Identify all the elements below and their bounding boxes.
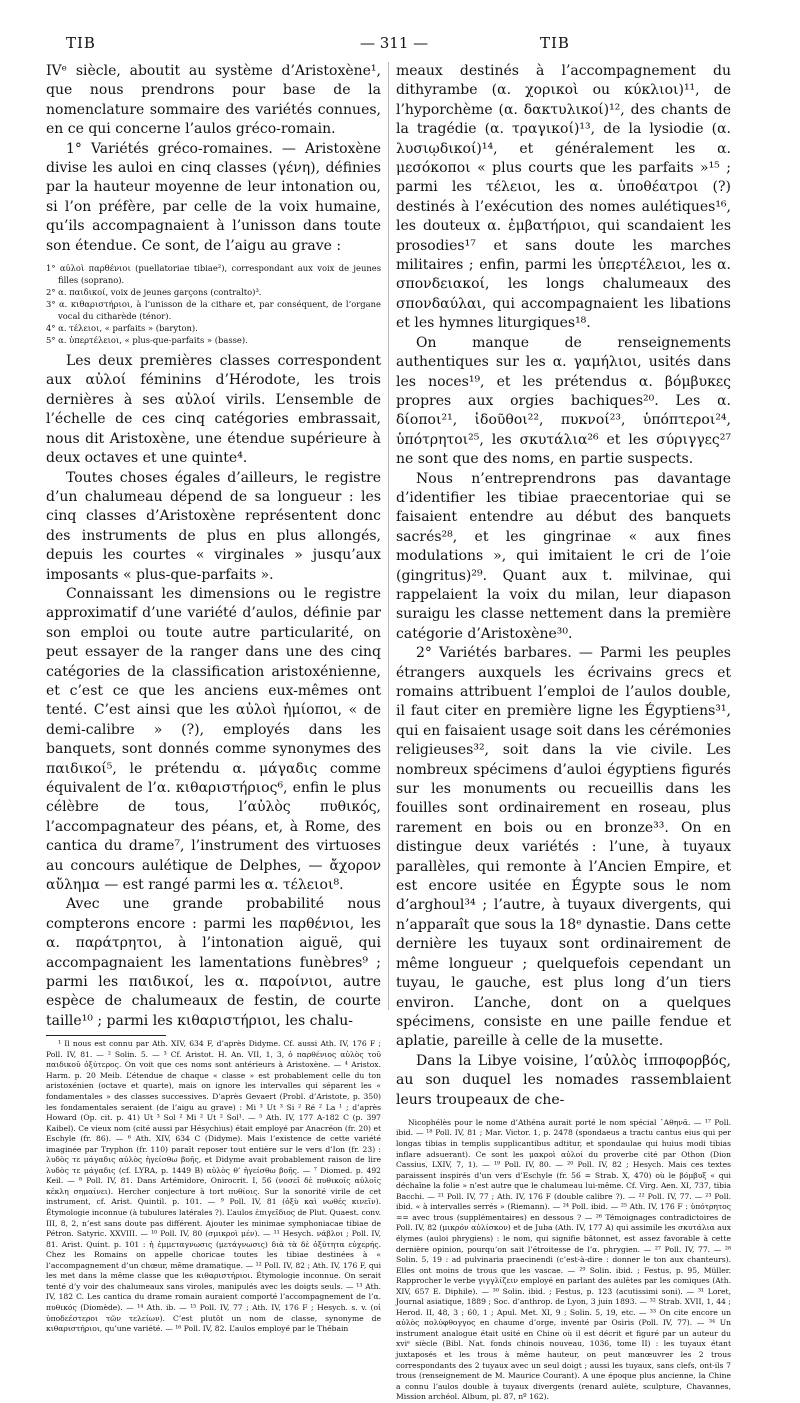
paragraph: Les deux premières classes correspondent aux αὐλοί féminins d’Hérodote, les trois dernières à ses αὐλοί virils. L’ensemble de l’échelle de ces cinq catégories embrassait, nous dit Aristoxène, une étendue supérieure à deux octaves et une quinte⁴. — [46, 353, 381, 467]
footnote-text: ¹ Il nous est connu par Ath. XIV, 634 F, d’après Didyme. Cf. aussi Ath. IV, 176 F ; Poll. IV, 81. — ² Solin. 5. — ³ Cf. Aristot. H. An. VII, 1, 3, ὁ παρθένιος αὐλὸς τοῦ παιδικοῦ ὀξύτερος. On voit que ces noms sont antérieurs à Aristoxène. — ⁴ Aristox. Harm. p. 20 Meib. L’étendue de chaque « classe » est probablement celle du ton aristoxénien (octave et quarte), mais on ignore les intervalles qui séparent les « fondamentales » des classes successives. D’après Gevaert (Probl. d’Aristote, p. 350) les fondamentales seraient (de l’aigu au grave) : Mi ³ Ut ³ Si ² Ré ² La ¹ ; d’après Howard (Op. cit. p. 41) Ut ³ Sol ² Mi ² Ut ² Sol¹. — ⁵ Ath. IV, 177 A-182 C (p. 397 Kaibel). Ce vieux nom (cité aussi par Hésychius) était employé par Anacréon (fr. 20) et Eschyle (fr. 86). — ⁶ Ath. XIV, 634 C (Didyme). Mais l’existence de cette variété imaginée par Tryphon (fr. 110) paraît reposer tout entière sur le vers d’Ion (fr. 23) : λυδὸς τε μάγαδις αὐλὸς ἡγείσθω βοῆς, et Didyme avait probablement raison de lire λυδὸς τε μάγαδις (cf. LYRA, p. 1449 B) αὐλὸς θ’ ἡγείσθω βοῆς. — ⁷ Diomed. p. 492 Keil. — ⁸ Poll. IV, 81. Dans Artémidore, Onirocrit. I, 56 (νοσεῖ δὲ πυθικοῖς αὐλοῖς κέκλη σημαίνει). Hercher conjecture à tort πυθίοις. Sur la sonorité virile de cet instrument, cf. Arist. Quintil. p. 101. — ⁹ Poll. IV, 81 (ὀξὺ καὶ νωθές κινεῖν). Étymologie inconnue (à tubulures latérales ?). L’aulos ἐπιγεῖδιος de Plut. Quaest. conv. III, 8, 2, n’est sans doute pas différent. Ajouter les minimae symphoniacae tibiae de Pétron. Satyric. XXVIII. — ¹⁰ Poll. IV, 80 (σμικροὶ μέν). — ¹¹ Hesych. νάβλοι ; Poll. IV, 81. Arist. Quint. p. 101 : ἡ ἐμμεταγνωσις (μετάγνωσις) διὰ τὰ δὲ ὀξύτητα εὐχερής. Chez les Romains on appelle choricae toutes les tibiae destinées à « l’accompagnement d’un chœur, même dramatique. — ¹² Poll. IV, 82 ; Ath. IV, 176 F, qui les met dans la même classe que les κιθαριστήριοι. Étymologie inconnue. On serait tenté d’y voir des chalumeaux sans viroles, manipulés avec les doigts seuls. — ¹³ Ath. IV, 182 C. Les cantica du drame romain auraient comporté l’accompagnement de l’α. πυθικός (Diomède). — ¹⁴ Ath. ib. — ¹⁵ Poll. IV, 77 ; Ath. IV, 176 F ; Hesych. s. v. (οἱ ὑποδεέστεροι τῶν τελείων). C’est plutôt un nom de classe, synonyme de κιθαριστήριοι, qu’une variété. — ¹⁶ Poll. IV, 82. L’aulos employé par le Thébain — [46, 1039, 381, 1334]
paragraph: 2° Variétés barbares. — Parmi les peuples étrangers auxquels les écrivains grecs et romains attribuent l’emploi de l’aulos double, il faut citer en première ligne les Égyptiens³¹, qui en faisaient usage soit dans les cérémonies religieuses³², soit dans la vie civile. Les nombreux spécimens d’auloi égyptiens figurés sur les monuments ou recueillis dans les fouilles sont ordinairement en roseau, plus rarement en bois ou en bronze³³. On en distingue deux variétés : l’une, à tuyaux parallèles, qui remonte à l’Ancien Empire, et est encore usitée en Égypte sous le nom d’arghoul³⁴ ; l’autre, à tuyaux divergents, qui n’apparaît que sous la 18ᵉ dynastie. Dans cette dernière les tuyaux sont ordinairement de même longueur ; quelquefois cependant un tuyau, le gauche, est plus long d’un tiers environ. L’anche, dont on a quelques spécimens, consiste en une paille fendue et aplatie, pareille à celle de la musette. — [396, 645, 731, 1050]
list-item: 1° αὐλοὶ παρθένιοι (puellatoriae tibiae²), correspondant aux voix de jeunes filles (soprano). — [46, 263, 381, 286]
paragraph: 1° Variétés gréco-romaines. — Aristoxène divise les auloi en cinq classes (γένη), définies par la hauteur moyenne de leur intonation ou, si l’on préfère, par celle de la voix humaine, qu’ils accompagnaient à l’unisson dans toute son étendue. Ce sont, de l’aigu au grave : — [46, 140, 381, 254]
footnotes-left — [46, 1039, 381, 1334]
paragraph: On manque de renseignements authentiques sur les α. γαμήλιοι, usités dans les noces¹⁹, et les prétendus α. βόμβυκες propres aux orgies bachiques²⁰. Les α. δίοποι²¹, ἰδοῦθοι²², πυκνοί²³, ὑπόπτεροι²⁴, ὑπότρητοι²⁵, les σκυτάλια²⁶ et les σύριγγες²⁷ ne sont que des noms, en partie suspects. — [396, 334, 731, 468]
right-column — [396, 62, 731, 1403]
paragraph: Connaissant les dimensions ou le registre approximatif d’une variété d’aulos, définie par son emploi ou toute autre particularité, on peut essayer de la ranger dans une des cinq catégories de la classification aristoxénienne, et c’est ce que les anciens eux-mêmes ont tenté. C’est ainsi que les αὐλοὶ ἡμίοποι, « de demi-calibre » (?), employés dans les banquets, sont donnés comme synonymes des παιδικοί⁵, le prétendu α. μάγαδις comme équivalent de l’α. κιθαριστήριος⁶, enfin le plus célèbre de tous, l’αὐλὸς πυθικός, l’accompagnateur des péans, et, à Rome, des cantica du drame⁷, l’instrument des virtuoses au concours aulétique de Delphes, — ἄχορον αὔλημα — est rangé parmi les α. τέλειοι⁸. — [46, 585, 381, 894]
paragraph: Nous n’entreprendrons pas davantage d’identifier les tibiae praecentoriae qui se faisaient entendre au début des banquets sacrés²⁸, et les gingrinae « aux fines modulations », qui imitaient le cri de l’oie (gingritus)²⁹. Quant aux t. milvinae, qui rappelaient la voix du milan, leur diapason suraigu les classe nettement dans la première catégorie d’Aristoxène³⁰. — [396, 470, 731, 642]
footnote-divider — [46, 1035, 166, 1036]
paragraph: Toutes choses égales d’ailleurs, le registre d’un chalumeau dépend de sa longueur : les cinq classes d’Aristoxène représentent donc des instruments de plus en plus allongés, depuis les courtes « virginales » jusqu’aux imposants « plus-que-parfaits ». — [46, 469, 381, 583]
paragraph: meaux destinés à l’accompagnement du dithyrambe (α. χορικοὶ ou κύκλιοι)¹¹, de l’hyporchème (α. δακτυλικοί)¹², des chants de la tragédie (α. τραγικοί)¹³, de la lysiodie (α. λυσιῳδικοί)¹⁴, et généralement les α. μεσόκοποι « plus courts que les parfaits »¹⁵ ; parmi les τέλειοι, les α. ὑποθέατροι (?) destinés à l’exécution des nomes aulétiques¹⁶, les douteux α. ἐμβατήριοι, qui scandaient les prosodies¹⁷ et sans doute les marches militaires ; enfin, parmi les ὑπερτέλειοι, les α. σπονδειακοί, les longs chalumeaux des σπονδαύλαι, qui accompagnaient les libations et les hymnes liturgiques¹⁸. — [396, 63, 731, 332]
paragraph: Avec une grande probabilité nous compterons encore : parmi les παρθένιοι, les α. παράτρητοι, à l’intonation aiguë, qui accompagnaient les lamentations funèbres⁹ ; parmi les παιδικοί, les α. παρoίνιοι, autre espèce de chalumeaux de festin, de courte taille¹⁰ ; parmi les κιθαριστήριοι, les chalu- — [46, 896, 381, 1029]
list-item: 4° α. τέλειοι, « parfaits » (baryton). — [46, 323, 198, 334]
footnotes-right — [396, 1118, 731, 1403]
paragraph: IVᵉ siècle, aboutit au système d’Aristoxène¹, que nous prendrons pour base de la nomenclature sommaire des variétés connues, en ce qui concerne l’aulos gréco-romain. — [46, 63, 381, 138]
list-item: 5° α. ὑπερτέλειοι, « plus-que-parfaits » (basse). — [46, 335, 248, 346]
column-divider — [388, 62, 389, 1010]
footnote-text: Nicophélès pour le nome d’Athéna aurait porté le nom spécial ᾽Αθηνᾶ. — ¹⁷ Poll. ibid. — ¹⁸ Poll. IV, 81 ; Mar. Victor. 1, p. 2478 (spondaeus a tractu cantus eius qui per longas tibias in templis supplicantibus adtitur, et spondaulae qui huius modi tibias inflare adsuerant). Ce sont les μακροὶ αὐλοί du proverbe cité par Othon (Dion Cassius, LXIV, 7, 1). — ¹⁹ Poll. IV, 80. — ²⁰ Poll. IV, 82 ; Hesych. Mais ces textes paraissent inspirés d’un vers d’Eschyle (fr. 56 = Strab. X, 470) où le βόμβυξ « qui déchaîne la folie » n’est autre que le chalumeau lui-même. Cf. Virg. Aen. XI, 737, tibia Bacchi. — ²¹ Poll. IV, 77 ; Ath. IV, 176 F (double calibre ?). — ²² Poll. IV, 77. — ²³ Poll. ibid. « à intervalles serrés » (Riemann). — ²⁴ Poll. ibid. — ²⁵ Ath. IV, 176 F : ὑπότρητος == avec trous (supplémentaires) en dessous ? — ²⁶ Témoignages contradictoires de Poll. IV, 82 (μικρόν αὐλίσκον) et de Juba (Ath. IV, 177 A) qui assimile les σκυτάλια aux élymes (auloi phrygiens) : le nom, qui signifie bâtonnet, est assez favorable à cette dernière opinion, pourqu’on sait l’étroitesse de l’α. phrygien. — ²⁷ Poll. IV, 77. — ²⁸ Solin. 5, 19 : ad pulvinaria praecinendi (c’est-à-dire : donner le ton aux chanteurs). Elles ont moins de trous que les vascae. — ²⁹ Solin. ibid. ; Festus, p. 95, Müller. Rapprocher le verbe γιγγλίζειν employé en parlant des aulètes par les comiques (Ath. XIV, 657 E. Diphile). — ³⁰ Solin. ibid. ; Festus, p. 123 (acutissimi soni). — ³¹ Loret, Journal asiatique, 1889 ; Soc. d’anthrop. de Lyon, 3 juin 1893. — ³² Strab. XVII, 1, 44 ; Herod. II, 48, 3 ; 60, 1 ; Apul. Met. XI, 9 ; Solin. 5, 19, etc. — ³³ On cite encore un αὐλὸς πολύφθογγος en chaume d’orge, inventé par Osiris (Poll. IV, 77). — ³⁴ Un instrument analogue était usité en Chine où il est décrit et figuré par un auteur du xviᵉ siècle (Bibl. Nat. fonds chinois nouveau, 1036, tome II) : les tuyaux étant juxtaposés et les trous à même hauteur, on peut manœuvrer les 2 trous correspondants des 2 tuyaux avec un seul doigt ; aussi les tuyaux, sans clefs, ont-ils 7 trous (renseignement de M. Maurice Courant). A une époque plus ancienne, la Chine a connu l’aulos double à tuyaux divergents (renard aulète, sculpture, Chavannes, Mission archéol. Album, pl. 87, nº 162). — [396, 1117, 731, 1402]
classification-list — [46, 262, 381, 346]
running-head-right: TIB — [540, 34, 570, 52]
list-item: 2° α. παιδικοί, voix de jeunes garçons (contralto)³. — [46, 287, 262, 298]
running-head-left: TIB — [66, 34, 96, 52]
left-column — [46, 62, 381, 1335]
paragraph: Dans la Libye voisine, l’αὐλὸς ἱπποφορβός, au son duquel les nomades rassemblaient leurs troupeaux de che- — [396, 1052, 731, 1108]
list-item: 3° α. κιθαριστήριοι, à l’unisson de la cithare et, par conséquent, de l’organe vocal du citharède (ténor). — [46, 299, 381, 322]
page-number: — 311 — — [360, 34, 429, 52]
